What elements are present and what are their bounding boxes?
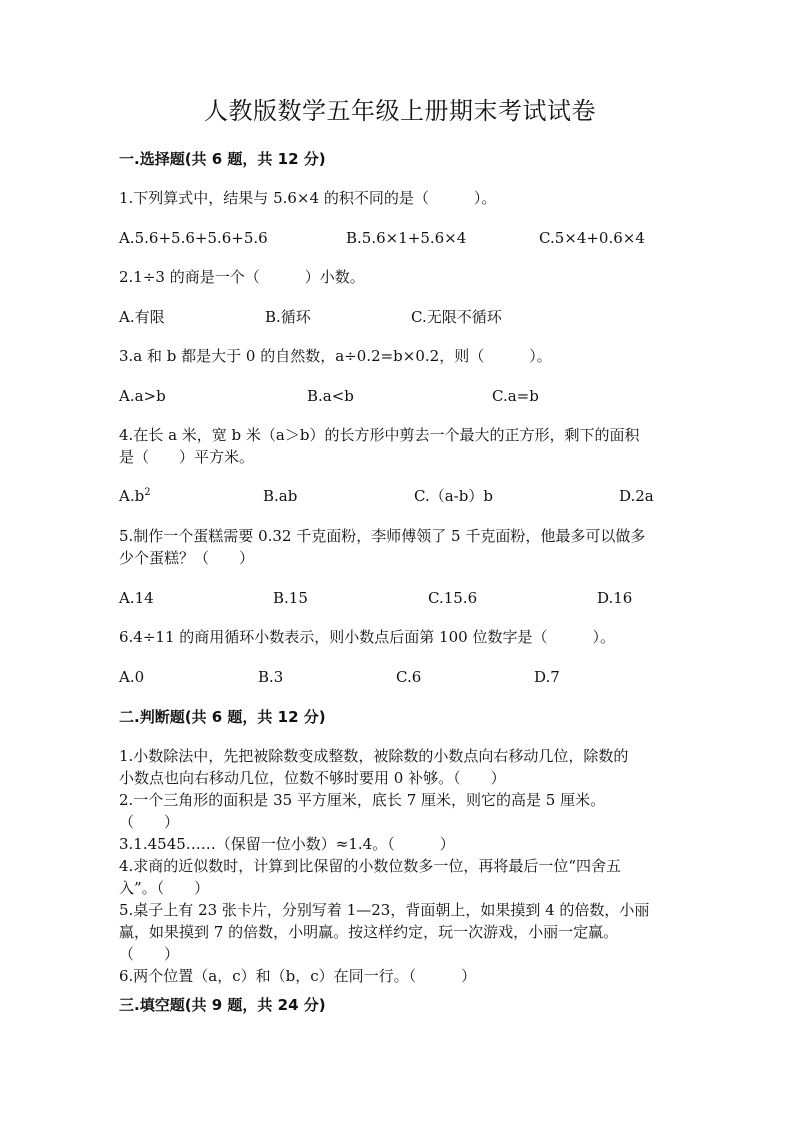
option-a: A.14 <box>119 589 154 607</box>
option-c: C.a=b <box>492 387 539 405</box>
section-heading-multiple-choice: 一.选择题(共 6 题，共 12 分) <box>119 150 326 168</box>
question-4-line-1: 4.在长 a 米，宽 b 米（a＞b）的长方形中剪去一个最大的正方形，剩下的面积 <box>119 426 640 444</box>
true-false-line: 入”。（ ） <box>119 879 210 897</box>
question-6-options <box>0 666 800 688</box>
question-1-options <box>0 227 800 249</box>
true-false-line: （ ） <box>119 945 180 963</box>
exam-title: 人教版数学五年级上册期末考试试卷 <box>204 97 596 125</box>
question-2-options <box>0 306 800 328</box>
question-4 <box>119 424 689 468</box>
question-5 <box>119 525 689 569</box>
question-4-line-2: 是（ ）平方米。 <box>119 448 255 466</box>
option-b: B.5.6×1+5.6×4 <box>346 229 467 247</box>
question-5-line-2: 少个蛋糕？（ ） <box>119 549 255 567</box>
true-false-line: 3.1.4545……（保留一位小数）≈1.4。（ ） <box>119 835 455 853</box>
true-false-line: 1.小数除法中，先把被除数变成整数，被除数的小数点向右移动几位，除数的 <box>119 747 629 765</box>
option-a: A.0 <box>119 668 145 686</box>
option-b: B.3 <box>258 668 284 686</box>
option-d: D.2a <box>619 487 654 505</box>
true-false-line: 赢，如果摸到 7 的倍数，小明赢。按这样约定，玩一次游戏，小丽一定赢。 <box>119 923 619 941</box>
question-3: 3.a 和 b 都是大于 0 的自然数，a÷0.2=b×0.2，则（ ）。 <box>119 347 552 365</box>
option-c: C.5×4+0.6×4 <box>539 229 645 247</box>
question-6: 6.4÷11 的商用循环小数表示，则小数点后面第 100 位数字是（ ）。 <box>119 628 615 646</box>
option-d: D.16 <box>597 589 633 607</box>
true-false-line: 4.求商的近似数时，计算到比保留的小数位数多一位，再将最后一位“四舍五 <box>119 857 621 875</box>
option-b: B.循环 <box>265 308 311 326</box>
section-heading-fill-in-blank: 三.填空题(共 9 题，共 24 分) <box>119 996 326 1014</box>
option-a-superscript: 2 <box>144 487 151 498</box>
option-c: C.6 <box>396 668 422 686</box>
section-heading-true-false: 二.判断题(共 6 题，共 12 分) <box>119 708 326 726</box>
true-false-line: 小数点也向右移动几位，位数不够时要用 0 补够。（ ） <box>119 769 506 787</box>
option-c: C.15.6 <box>428 589 478 607</box>
option-d: D.7 <box>534 668 560 686</box>
true-false-line: 5.桌子上有 23 张卡片，分别写着 1—23，背面朝上，如果摸到 4 的倍数，小丽 <box>119 901 650 919</box>
option-a: A.有限 <box>119 308 165 326</box>
option-c: C.（a-b）b <box>414 487 493 505</box>
question-4-options <box>0 485 800 507</box>
option-b: B.15 <box>273 589 308 607</box>
true-false-line: 2.一个三角形的面积是 35 平方厘米，底长 7 厘米，则它的高是 5 厘米。 <box>119 791 606 809</box>
true-false-line: 6.两个位置（a，c）和（b，c）在同一行。（ ） <box>119 967 477 985</box>
question-5-options <box>0 587 800 609</box>
option-a <box>119 485 151 507</box>
option-b: B.a<b <box>307 387 354 405</box>
option-a: A.5.6+5.6+5.6+5.6 <box>119 229 268 247</box>
question-2: 2.1÷3 的商是一个（ ）小数。 <box>119 268 365 286</box>
option-b: B.ab <box>263 487 298 505</box>
question-3-options <box>0 385 800 407</box>
true-false-line: （ ） <box>119 813 180 831</box>
option-a-base: A.b <box>119 487 145 505</box>
option-c: C.无限不循环 <box>411 308 502 326</box>
option-a: A.a>b <box>119 387 166 405</box>
question-1: 1.下列算式中，结果与 5.6×4 的积不同的是（ ）。 <box>119 189 497 207</box>
true-false-questions <box>119 745 689 987</box>
question-5-line-1: 5.制作一个蛋糕需要 0.32 千克面粉，李师傅领了 5 千克面粉，他最多可以做多 <box>119 527 646 545</box>
